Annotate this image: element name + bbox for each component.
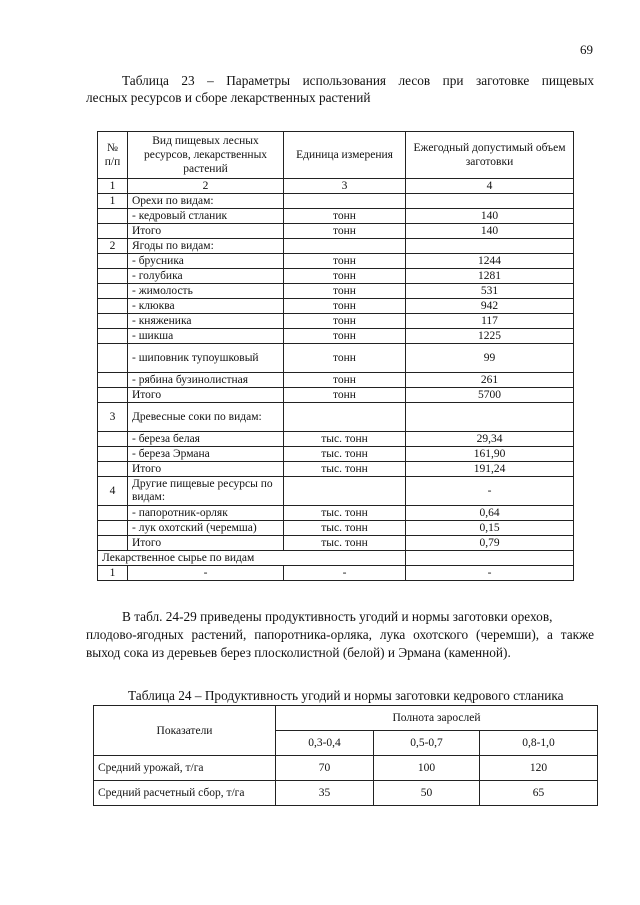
table-row [98,239,574,254]
row-number [98,284,128,299]
table-row [98,314,574,329]
table-23-column-numbers [98,179,574,194]
table-23-caption-line-2: лесных ресурсов и сборе лекарственных растений [86,90,371,105]
row-number [98,254,128,269]
row-number [98,329,128,344]
row-unit: тыс. тонн [284,521,406,536]
row-value: 1244 [406,254,574,269]
row-value: 1225 [406,329,574,344]
row-label: Средний расчетный сбор, т/га [94,781,276,806]
table-24-header-row [94,706,598,731]
table-row [98,224,574,239]
column-number: 3 [284,179,406,194]
table-row [98,299,574,314]
row-number: 2 [98,239,128,254]
table-24-row-harvest [94,781,598,806]
header-annual-volume: Ежегодный допустимый объем заготовки [406,132,574,179]
row-value: 5700 [406,388,574,403]
row-unit: тонн [284,314,406,329]
table-row [98,536,574,551]
row-resource-name: Другие пищевые ресурсы по видам: [128,477,284,506]
last-row-num: 1 [98,566,128,581]
table-row [98,194,574,209]
row-resource-name: Итого [128,536,284,551]
paragraph-rest: плодово-ягодных растений, папоротника-орляка, лука охотского (черемши), а также выход сока из деревьев берез плосколистной (белой) и Эрмана (каменной). [86,627,594,660]
row-resource-name: - княженика [128,314,284,329]
row-value: 0,79 [406,536,574,551]
row-resource-name: - клюква [128,299,284,314]
row-resource-name: Древесные соки по видам: [128,403,284,432]
row-value: 0,64 [406,506,574,521]
table-23-header-row [98,132,574,179]
row-value: 117 [406,314,574,329]
row-number [98,388,128,403]
table-row [98,477,574,506]
row-unit [284,477,406,506]
row-unit: тонн [284,209,406,224]
table-row [98,521,574,536]
value-cell: 70 [276,756,374,781]
column-number: 4 [406,179,574,194]
row-number: 3 [98,403,128,432]
row-number [98,314,128,329]
row-resource-name: - папоротник-орляк [128,506,284,521]
row-value [406,403,574,432]
row-value: 191,24 [406,462,574,477]
body-paragraph [86,608,594,662]
table-row [98,403,574,432]
row-value: 942 [406,299,574,314]
row-number [98,536,128,551]
row-value [406,194,574,209]
range-cell: 0,5-0,7 [374,731,480,756]
row-number [98,344,128,373]
range-cell: 0,8-1,0 [480,731,598,756]
row-resource-name: - лук охотский (черемша) [128,521,284,536]
header-unit: Единица измерения [284,132,406,179]
value-cell: 50 [374,781,480,806]
table-row [98,447,574,462]
table-24 [93,705,598,806]
medicinal-empty-cell [406,551,574,566]
column-number: 1 [98,179,128,194]
row-resource-name: - кедровый стланик [128,209,284,224]
table-23 [97,131,574,581]
row-number [98,432,128,447]
column-number: 2 [128,179,284,194]
row-value [406,239,574,254]
row-number [98,462,128,477]
row-value: 161,90 [406,447,574,462]
header-density: Полнота зарослей [276,706,598,731]
row-resource-name: Итого [128,462,284,477]
table-row [98,269,574,284]
table-row [98,344,574,373]
row-resource-name: - шиповник тупоушковый [128,344,284,373]
row-value: 0,15 [406,521,574,536]
table-24-row-yield [94,756,598,781]
row-unit: тонн [284,254,406,269]
row-number [98,521,128,536]
row-resource-name: Итого [128,224,284,239]
row-unit: тонн [284,329,406,344]
page-number: 69 [580,42,593,57]
row-number [98,447,128,462]
row-unit: тонн [284,299,406,314]
row-unit: тыс. тонн [284,536,406,551]
row-number [98,299,128,314]
table-row [98,284,574,299]
row-number [98,224,128,239]
row-value: 29,34 [406,432,574,447]
row-unit: тонн [284,344,406,373]
row-value: 140 [406,209,574,224]
row-resource-name: - голубика [128,269,284,284]
row-unit: тонн [284,284,406,299]
last-row-value: - [406,566,574,581]
row-resource-name: - береза Эрмана [128,447,284,462]
row-resource-name: - береза белая [128,432,284,447]
row-resource-name: - брусника [128,254,284,269]
row-resource-name: - рябина бузинолистная [128,373,284,388]
row-unit: тонн [284,373,406,388]
header-resource-type: Вид пищевых лесных ресурсов, лекарственных растений [128,132,284,179]
table-row [98,462,574,477]
value-cell: 100 [374,756,480,781]
row-unit [284,239,406,254]
row-value: 1281 [406,269,574,284]
table-row [98,506,574,521]
row-value: 531 [406,284,574,299]
row-value: 261 [406,373,574,388]
paragraph-line-1: В табл. 24-29 приведены продуктивность угодий и нормы заготовки орехов, [122,609,553,624]
table-23-medicinal-row [98,551,574,566]
row-unit [284,403,406,432]
table-row [98,209,574,224]
table-row [98,373,574,388]
table-row [98,329,574,344]
row-label: Средний урожай, т/га [94,756,276,781]
row-number [98,269,128,284]
row-unit [284,194,406,209]
row-value: 140 [406,224,574,239]
row-number [98,373,128,388]
row-resource-name: Орехи по видам: [128,194,284,209]
value-cell: 120 [480,756,598,781]
row-unit: тыс. тонн [284,447,406,462]
table-row [98,432,574,447]
header-number: № п/п [98,132,128,179]
row-number [98,209,128,224]
row-unit: тыс. тонн [284,462,406,477]
table-row [98,254,574,269]
row-number [98,506,128,521]
row-unit: тыс. тонн [284,506,406,521]
row-resource-name: - шикша [128,329,284,344]
range-cell: 0,3-0,4 [276,731,374,756]
row-unit: тонн [284,269,406,284]
row-value: 99 [406,344,574,373]
header-indicator: Показатели [94,706,276,756]
table-23-caption-line-1: Таблица 23 – Параметры использования лесов при заготовке пищевых [122,73,594,88]
row-unit: тыс. тонн [284,432,406,447]
table-23-caption [86,72,594,106]
row-resource-name: Ягоды по видам: [128,239,284,254]
row-resource-name: - жимолость [128,284,284,299]
row-unit: тонн [284,224,406,239]
last-row-name: - [128,566,284,581]
table-24-caption: Таблица 24 – Продуктивность угодий и нормы заготовки кедрового стланика [128,688,564,703]
row-value: - [406,477,574,506]
medicinal-label: Лекарственное сырье по видам [98,551,406,566]
row-resource-name: Итого [128,388,284,403]
row-number: 4 [98,477,128,506]
table-23-last-row [98,566,574,581]
last-row-unit: - [284,566,406,581]
row-unit: тонн [284,388,406,403]
table-row [98,388,574,403]
value-cell: 65 [480,781,598,806]
row-number: 1 [98,194,128,209]
value-cell: 35 [276,781,374,806]
table-23-body [98,194,574,551]
